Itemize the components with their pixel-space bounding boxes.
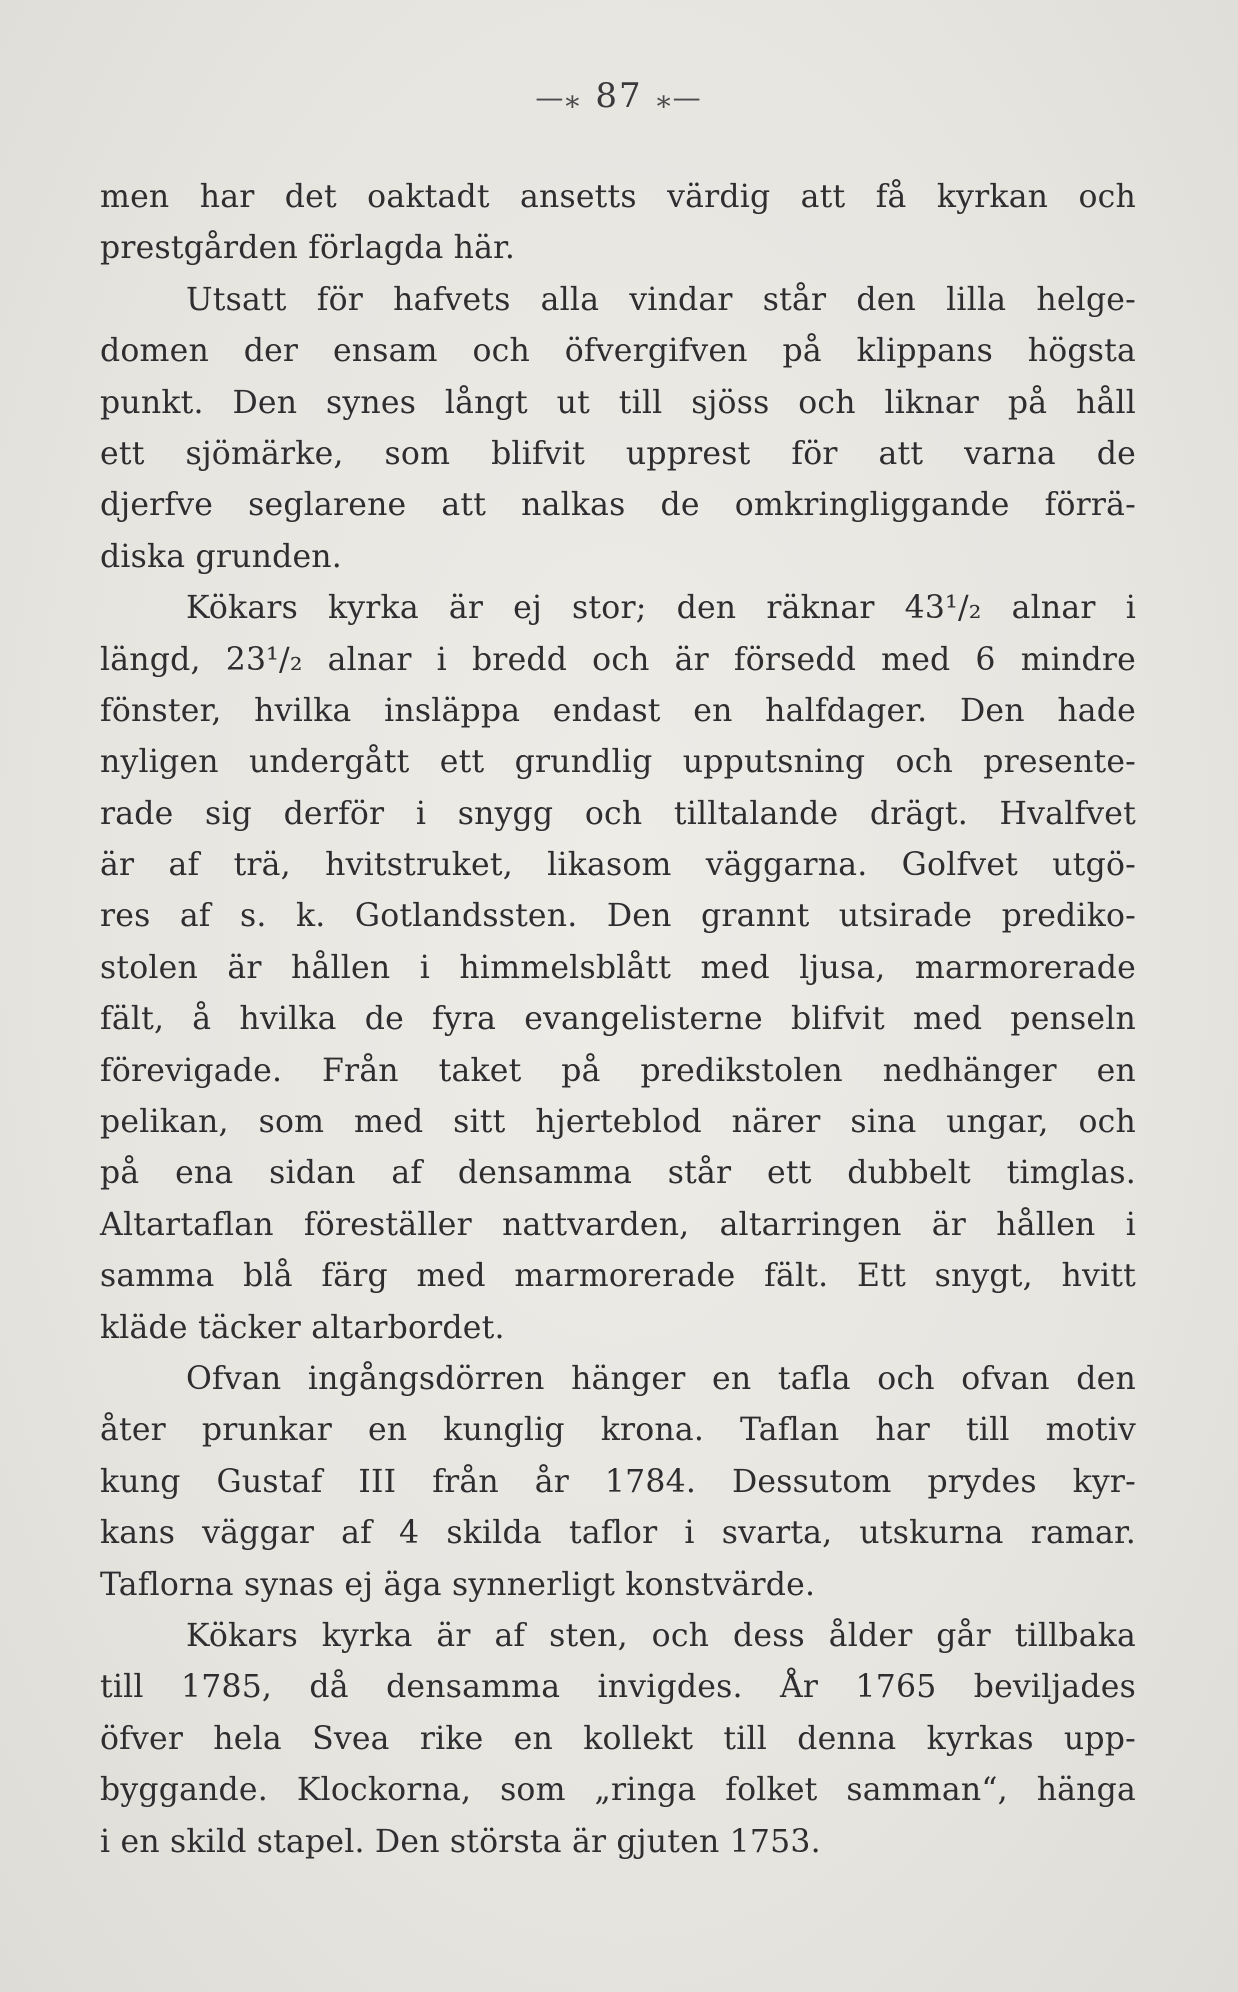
text-line: punkt. Den synes långt ut till sjöss och liknar på håll [100,384,1136,421]
paragraph-start-line: Utsatt för hafvets alla vindar står den lilla helge- [186,281,1136,318]
text-line: öfver hela Svea rike en kollekt till denna kyrkas upp- [100,1720,1136,1757]
text-line: fönster, hvilka insläppa endast en halfdager. Den hade [100,692,1136,729]
text-line: men har det oaktadt ansetts värdig att få kyrkan och [100,179,1136,215]
text-line: åter prunkar en kunglig krona. Taflan har till motiv [100,1412,1136,1449]
text-line: längd, 23¹/₂ alnar i bredd och är försedd med 6 mindre [100,641,1136,678]
text-line: rade sig derför i snygg och tilltalande drägt. Hvalfvet [100,795,1136,832]
text-line: kläde täcker altarbordet. [100,1309,505,1346]
right-ornament: ⁎— [656,81,703,114]
text-line: Taflorna synas ej äga synnerligt konstvärde. [100,1566,816,1603]
text-line: nyligen undergått ett grundlig upputsning och presente- [100,744,1136,781]
text-line: djerfve seglarene att nalkas de omkringliggande förrä- [100,487,1136,524]
page-header [0,76,1238,116]
text-line: fält, å hvilka de fyra evangelisterne blifvit med penseln [100,1001,1136,1038]
text-line: är af trä, hvitstruket, likasom väggarna. Golfvet utgö- [100,847,1136,884]
text-line: på ena sidan af densamma står ett dubbelt timglas. [100,1155,1136,1192]
paragraph-start-line: Ofvan ingångsdörren hänger en tafla och ofvan den [186,1360,1136,1397]
text-line: kans väggar af 4 skilda taflor i svarta, utskurna ramar. [100,1515,1136,1552]
text-line: till 1785, då densamma invigdes. År 1765 beviljades [100,1669,1136,1706]
text-line: domen der ensam och öfvergifven på klippans högsta [100,333,1136,370]
text-line: ett sjömärke, som blifvit upprest för att varna de [100,435,1136,472]
paragraph-start-line: Kökars kyrka är af sten, och dess ålder går tillbaka [186,1617,1136,1654]
text-line: prestgården förlagda här. [100,230,516,267]
text-line: förevigade. Från taket på predikstolen nedhänger en [100,1052,1136,1089]
text-line: kung Gustaf III från år 1784. Dessutom prydes kyr- [100,1463,1136,1500]
text-line: samma blå färg med marmorerade fält. Ett snygt, hvitt [100,1258,1136,1295]
text-line: stolen är hållen i himmelsblått med ljusa, marmorerade [100,949,1136,986]
body-text [100,172,1136,1868]
text-line: pelikan, som med sitt hjerteblod närer sina ungar, och [100,1104,1136,1141]
page-number: 87 [595,76,643,116]
left-ornament: —⁎ [535,81,582,114]
text-line: i en skild stapel. Den största är gjuten 1753. [100,1823,821,1860]
text-line: byggande. Klockorna, som „ringa folket samman“, hänga [100,1772,1136,1809]
text-line: res af s. k. Gotlandssten. Den grannt utsirade prediko- [100,898,1136,935]
text-line: diska grunden. [100,538,342,575]
text-line: Altartaflan föreställer nattvarden, altarringen är hållen i [100,1206,1136,1243]
paragraph-start-line: Kökars kyrka är ej stor; den räknar 43¹/₂ alnar i [186,590,1136,627]
